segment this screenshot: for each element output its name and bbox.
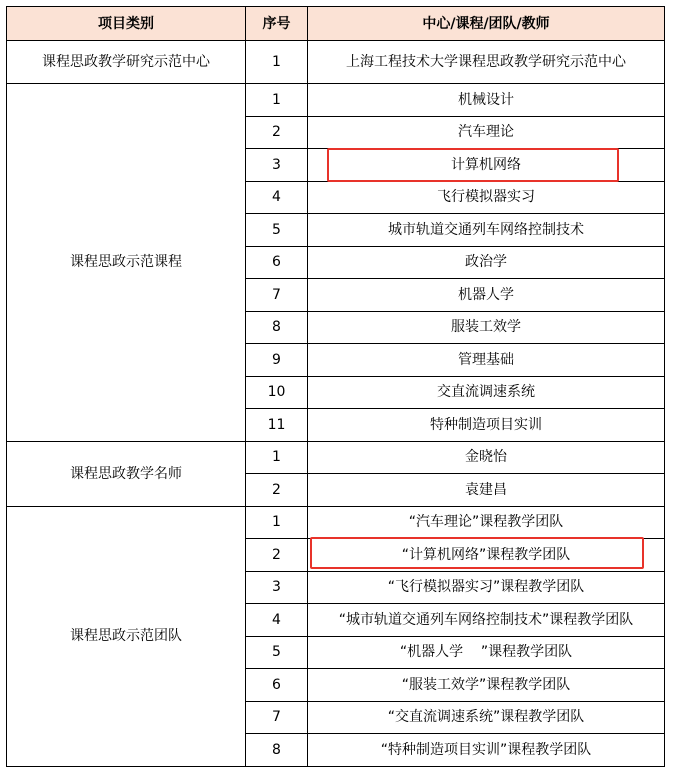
seq-cell: 5 <box>246 636 308 669</box>
seq-cell: 6 <box>246 246 308 279</box>
header-category: 项目类别 <box>7 7 246 41</box>
seq-cell: 2 <box>246 539 308 572</box>
table-row <box>7 41 665 84</box>
name-cell: 机械设计 <box>308 84 665 117</box>
seq-cell: 1 <box>246 84 308 117</box>
seq-cell: 8 <box>246 311 308 344</box>
name-cell: “服装工效学”课程教学团队 <box>308 669 665 702</box>
table-row <box>7 506 665 539</box>
header-name: 中心/课程/团队/教师 <box>308 7 665 41</box>
seq-cell: 11 <box>246 409 308 442</box>
seq-cell: 1 <box>246 506 308 539</box>
category-cell: 课程思政示范课程 <box>7 84 246 442</box>
header-seq: 序号 <box>246 7 308 41</box>
seq-cell: 1 <box>246 441 308 474</box>
table-row <box>7 84 665 117</box>
name-cell: 交直流调速系统 <box>308 376 665 409</box>
name-cell-highlighted: “计算机网络”课程教学团队 <box>308 539 665 572</box>
table-row <box>7 441 665 474</box>
name-cell: 袁建昌 <box>308 474 665 507</box>
category-cell: 课程思政示范团队 <box>7 506 246 766</box>
name-cell: 管理基础 <box>308 344 665 377</box>
name-cell-highlighted: 计算机网络 <box>308 149 665 182</box>
category-cell: 课程思政教学研究示范中心 <box>7 41 246 84</box>
seq-cell: 2 <box>246 474 308 507</box>
seq-cell: 7 <box>246 701 308 734</box>
name-cell: “特种制造项目实训”课程教学团队 <box>308 734 665 767</box>
name-cell: 汽车理论 <box>308 116 665 149</box>
name-cell: “交直流调速系统”课程教学团队 <box>308 701 665 734</box>
name-cell: 特种制造项目实训 <box>308 409 665 442</box>
seq-cell: 5 <box>246 214 308 247</box>
seq-cell: 4 <box>246 604 308 637</box>
seq-cell: 1 <box>246 41 308 84</box>
seq-cell: 3 <box>246 149 308 182</box>
seq-cell: 9 <box>246 344 308 377</box>
name-cell: “机器人学 ”课程教学团队 <box>308 636 665 669</box>
seq-cell: 6 <box>246 669 308 702</box>
name-cell: “汽车理论”课程教学团队 <box>308 506 665 539</box>
category-cell: 课程思政教学名师 <box>7 441 246 506</box>
name-cell: “飞行模拟器实习”课程教学团队 <box>308 571 665 604</box>
seq-cell: 7 <box>246 279 308 312</box>
name-cell: 政治学 <box>308 246 665 279</box>
name-cell: “城市轨道交通列车网络控制技术”课程教学团队 <box>308 604 665 637</box>
header-row <box>7 7 665 41</box>
seq-cell: 10 <box>246 376 308 409</box>
name-cell: 服装工效学 <box>308 311 665 344</box>
name-cell: 上海工程技术大学课程思政教学研究示范中心 <box>308 41 665 84</box>
seq-cell: 8 <box>246 734 308 767</box>
seq-cell: 2 <box>246 116 308 149</box>
seq-cell: 4 <box>246 181 308 214</box>
project-table <box>6 6 665 767</box>
name-cell: 机器人学 <box>308 279 665 312</box>
name-cell: 城市轨道交通列车网络控制技术 <box>308 214 665 247</box>
name-cell: 金晓怡 <box>308 441 665 474</box>
seq-cell: 3 <box>246 571 308 604</box>
name-cell: 飞行模拟器实习 <box>308 181 665 214</box>
